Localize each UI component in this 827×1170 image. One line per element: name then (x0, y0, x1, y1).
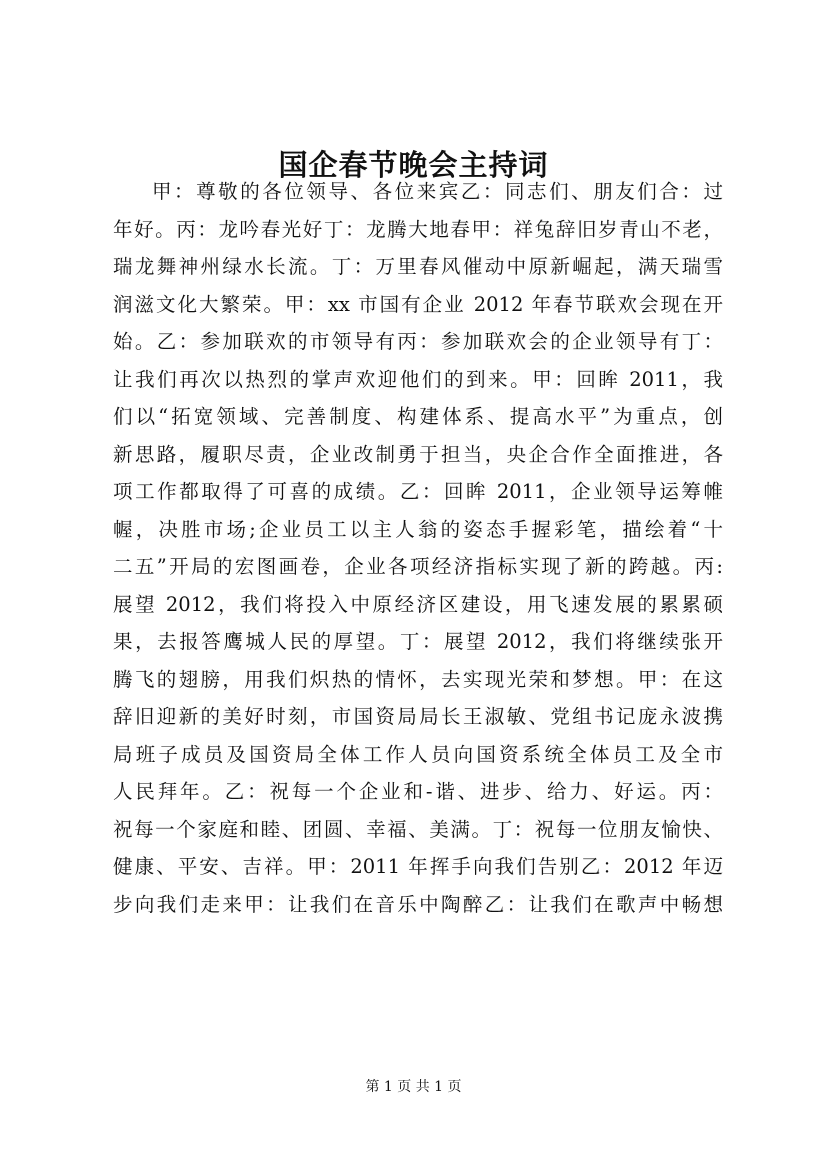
body-line: 新思路，履职尽责，企业改制勇于担当，央企合作全面推进，各 (113, 442, 723, 466)
body-line: 腾飞的翅膀，用我们炽热的情怀，去实现光荣和梦想。甲：在这 (113, 667, 723, 691)
body-line: 幄，决胜市场;企业员工以主人翁的姿态手握彩笔，描绘着“十 (113, 517, 723, 541)
body-line: 辞旧迎新的美好时刻，市国资局局长王淑敏、党组书记庞永波携 (113, 705, 723, 728)
body-line: 二五”开局的宏图画卷，企业各项经济指标实现了新的跨越。丙: (113, 555, 723, 578)
body-line: 果，去报答鹰城人民的厚望。丁：展望 2012，我们将继续张开 (113, 630, 723, 653)
body-line: 年好。丙：龙吟春光好丁：龙腾大地春甲：祥兔辞旧岁青山不老， (113, 217, 723, 241)
body-line: 甲：尊敬的各位领导、各位来宾乙：同志们、朋友们合：过 (152, 180, 723, 203)
body-line: 健康、平安、吉祥。甲：2011 年挥手向我们告别乙：2012 年迈 (113, 855, 723, 878)
body-line: 局班子成员及国资局全体工作人员向国资系统全体员工及全市 (113, 742, 723, 766)
body-line: 人民拜年。乙：祝每一个企业和-谐、进步、给力、好运。丙： (113, 780, 723, 803)
body-line: 瑞龙舞神州绿水长流。丁：万里春风催动中原新崛起，满天瑞雪 (113, 255, 723, 278)
body-line: 步向我们走来甲：让我们在音乐中陶醉乙：让我们在歌声中畅想 (113, 892, 723, 916)
document-body (113, 173, 723, 923)
body-line: 让我们再次以热烈的掌声欢迎他们的到来。甲：回眸 2011，我 (113, 367, 723, 391)
document-title: 国企春节晚会主持词 (278, 148, 549, 182)
body-line: 们以“拓宽领域、完善制度、构建体系、提高水平”为重点，创 (113, 405, 723, 428)
body-line: 展望 2012，我们将投入中原经济区建设，用飞速发展的累累硕 (113, 592, 723, 616)
body-line: 祝每一个家庭和睦、团圆、幸福、美满。丁：祝每一位朋友愉快、 (113, 817, 723, 841)
body-line: 项工作都取得了可喜的成绩。乙：回眸 2011，企业领导运筹帷 (113, 480, 723, 503)
page-number-footer: 第 1 页 共 1 页 (365, 1079, 462, 1095)
body-line: 润滋文化大繁荣。甲：xx 市国有企业 2012 年春节联欢会现在开 (113, 292, 723, 316)
body-line: 始。乙：参加联欢的市领导有丙：参加联欢会的企业领导有丁： (113, 330, 723, 353)
